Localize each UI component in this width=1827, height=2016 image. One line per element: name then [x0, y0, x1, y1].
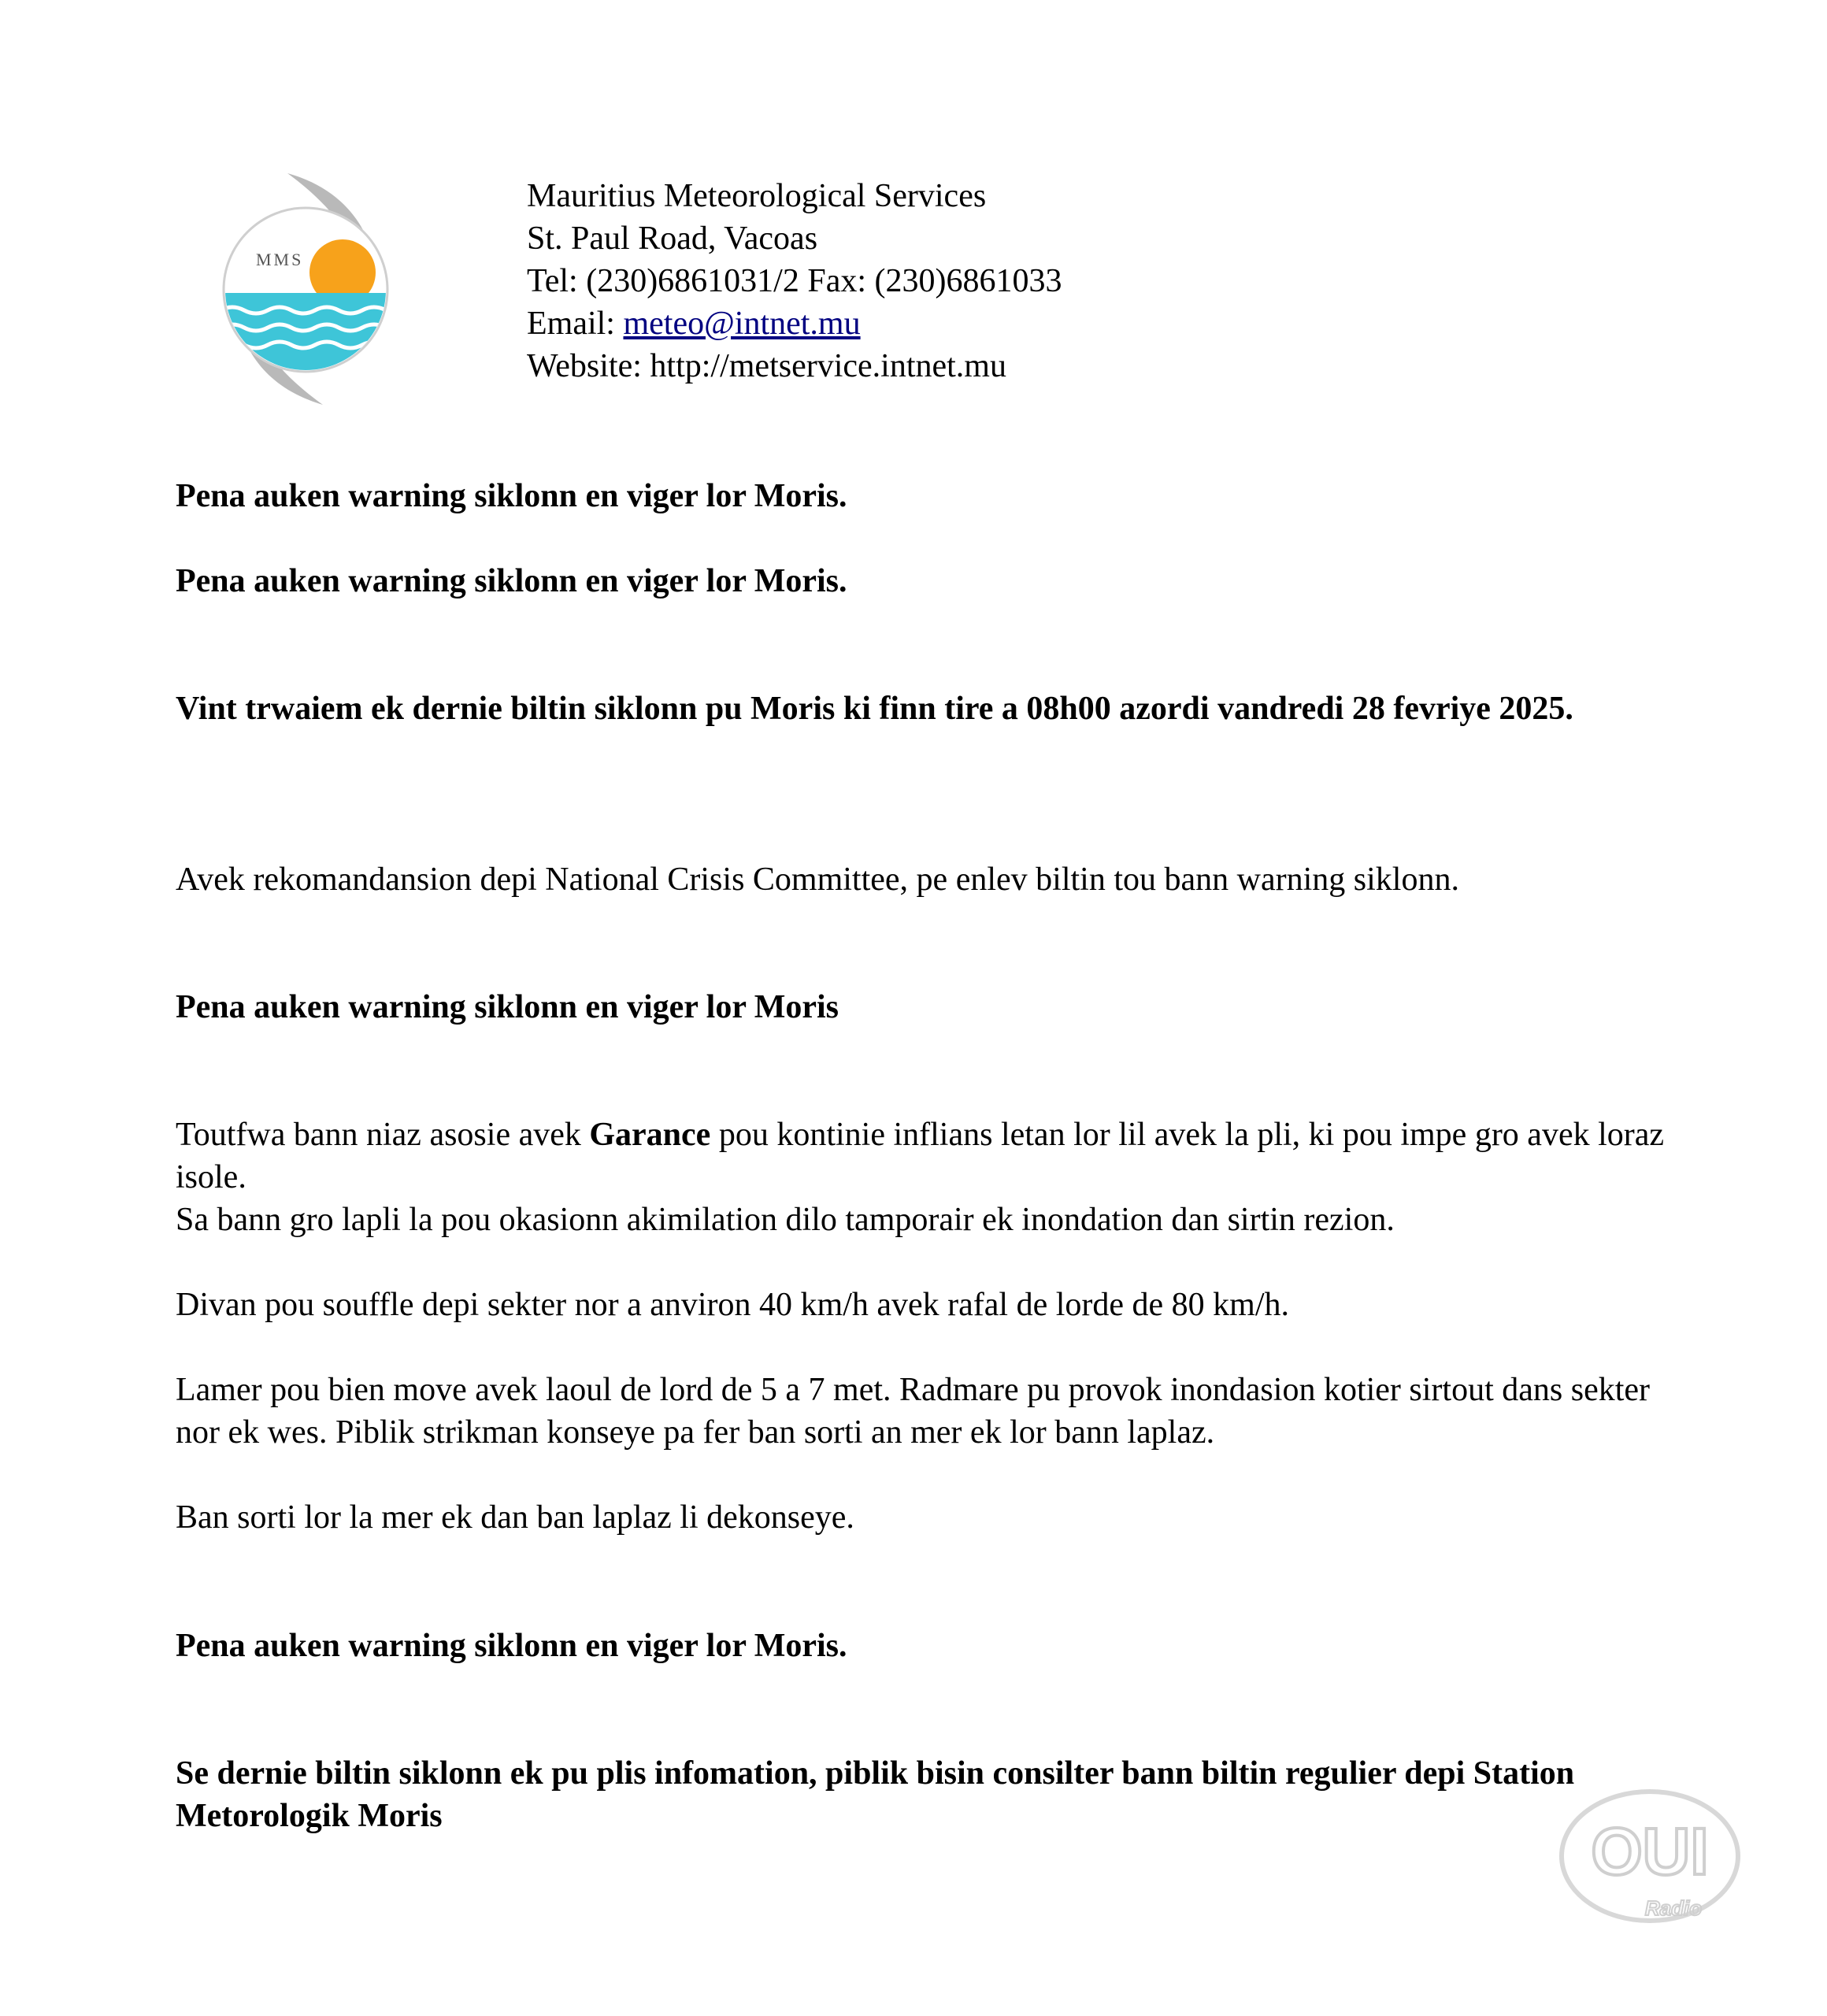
cyclone-name: Garance — [589, 1117, 711, 1153]
mms-logo-graphic — [213, 167, 402, 411]
address: St. Paul Road, Vacoas — [527, 220, 818, 257]
no-warning-line-1: Pena auken warning siklonn en viger lor Moris. — [176, 478, 847, 514]
tel-fax: Tel: (230)6861031/2 Fax: (230)6861033 — [527, 263, 1062, 299]
watermark-graphic — [1555, 1781, 1744, 1931]
no-warning-line-3: Pena auken warning siklonn en viger lor Moris — [176, 989, 839, 1025]
oui-radio-watermark — [1555, 1781, 1744, 1931]
watermark-sub: Radio — [1644, 1896, 1703, 1920]
cloud-pre: Toutfwa bann niaz asosie avek — [176, 1117, 590, 1153]
bulletin-number: Vint trwaiem ek dernie biltin siklonn pu Moris ki finn tire a 08h00 azordi vandredi 28 fevriye 2025. — [176, 691, 1573, 727]
recommendation: Avek rekomandansion depi National Crisis Committee, pe enlev biltin tou bann warning siklonn. — [176, 862, 1459, 898]
website: Website: http://metservice.intnet.mu — [527, 348, 1006, 384]
email-label: Email: — [527, 306, 624, 342]
watermark-brand: OUI — [1591, 1814, 1709, 1888]
wind-paragraph: Divan pou souffle depi sekter nor a anviron 40 km/h avek rafal de lorde de 80 km/h. — [176, 1287, 1289, 1323]
no-warning-line-2: Pena auken warning siklonn en viger lor Moris. — [176, 563, 847, 599]
email-line — [527, 302, 1062, 345]
cloud-paragraph — [176, 1114, 1672, 1199]
logo-text: MMS — [256, 250, 304, 269]
no-warning-line-4: Pena auken warning siklonn en viger lor Moris. — [176, 1628, 847, 1664]
header-contact-block — [527, 175, 1062, 387]
email-link[interactable]: meteo@intnet.mu — [623, 306, 861, 342]
rain-paragraph: Sa bann gro lapli la pou okasionn akimilation dilo tamporair ek inondation dan sirtin rezion. — [176, 1202, 1395, 1238]
mms-logo — [213, 167, 402, 411]
sea-paragraph: Lamer pou bien move avek laoul de lord de 5 a 7 met. Radmare pu provok inondasion kotier sirtout dans sekter nor ek wes. Piblik strikman konseye pa fer ban sorti an mer ek lor bann laplaz. — [176, 1372, 1651, 1451]
cloud-post: pou kontinie inflians letan lor lil avek la pli, ki pou impe gro avek loraz isole. — [176, 1117, 1665, 1195]
final-paragraph: Se dernie biltin siklonn ek pu plis infomation, piblik bisin consilter bann biltin regulier depi Station Metorologik Moris — [176, 1755, 1575, 1834]
org-name: Mauritius Meteorological Services — [527, 178, 987, 214]
beach-paragraph: Ban sorti lor la mer ek dan ban laplaz li dekonseye. — [176, 1499, 854, 1536]
